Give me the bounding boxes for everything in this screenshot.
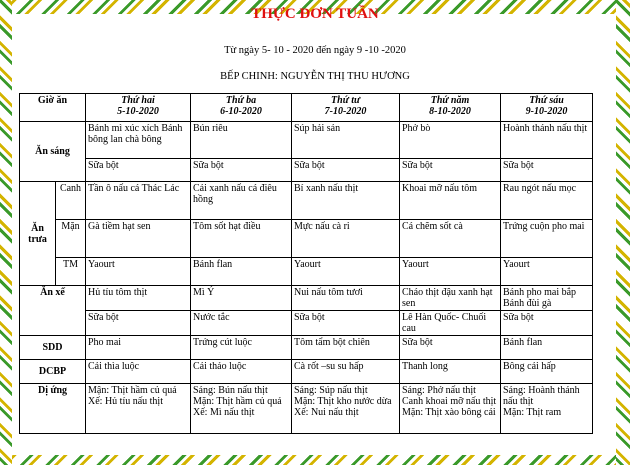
menu-cell: Sữa bột bbox=[191, 159, 292, 182]
day-header: Thứ năm 8-10-2020 bbox=[400, 94, 501, 122]
menu-cell: Sữa bột bbox=[501, 159, 593, 182]
menu-cell: Trứng cút luộc bbox=[191, 336, 292, 360]
menu-cell: Sữa bột bbox=[86, 159, 191, 182]
menu-cell: Rau ngót nấu mọc bbox=[501, 182, 593, 220]
menu-cell: Bánh pho mai bắp Bánh đùi gà bbox=[501, 286, 593, 311]
sub-label-soup: Canh bbox=[56, 182, 86, 220]
row-label-dcbp: DCBP bbox=[20, 360, 86, 384]
table-row bbox=[20, 220, 593, 258]
menu-cell: Yaourt bbox=[86, 258, 191, 286]
chef-name: BẾP CHINH: NGUYỄN THỊ THU HƯƠNG bbox=[220, 71, 410, 82]
menu-cell: Cải thảo luộc bbox=[191, 360, 292, 384]
table-header-row bbox=[20, 94, 593, 122]
menu-cell: Tôm tẩm bột chiên bbox=[292, 336, 400, 360]
menu-cell: Tần ô nấu cá Thác Lác bbox=[86, 182, 191, 220]
row-label-sdd: SDD bbox=[20, 336, 86, 360]
weekly-menu-table bbox=[19, 93, 593, 434]
menu-cell: Yaourt bbox=[292, 258, 400, 286]
menu-cell: Mực nấu cà ri bbox=[292, 220, 400, 258]
table-row bbox=[20, 159, 593, 182]
menu-cell: Gà tiềm hạt sen bbox=[86, 220, 191, 258]
menu-cell: Tôm sốt hạt điều bbox=[191, 220, 292, 258]
row-label-breakfast: Ăn sáng bbox=[20, 122, 86, 182]
menu-cell: Hoành thánh nấu thịt bbox=[501, 122, 593, 159]
menu-cell: Sáng: Hoành thánh nấu thịt Mặn: Thịt ram bbox=[501, 384, 593, 434]
menu-cell: Khoai mỡ nấu tôm bbox=[400, 182, 501, 220]
menu-cell: Yaourt bbox=[400, 258, 501, 286]
menu-cell: Cháo thịt đậu xanh hạt sen bbox=[400, 286, 501, 311]
menu-cell: Bánh flan bbox=[501, 336, 593, 360]
day-header: Thứ sáu 9-10-2020 bbox=[501, 94, 593, 122]
table-row bbox=[20, 182, 593, 220]
menu-cell: Sữa bột bbox=[292, 311, 400, 336]
decorative-border-bottom bbox=[0, 455, 630, 465]
day-header: Thứ ba 6-10-2020 bbox=[191, 94, 292, 122]
menu-cell: Nui nấu tôm tươi bbox=[292, 286, 400, 311]
menu-cell: Phở bò bbox=[400, 122, 501, 159]
table-row bbox=[20, 311, 593, 336]
menu-cell: Thanh long bbox=[400, 360, 501, 384]
table-row bbox=[20, 258, 593, 286]
table-row bbox=[20, 336, 593, 360]
menu-cell: Sáng: Súp nấu thịt Mặn: Thịt kho nước dừa Xế: Nui nấu thịt bbox=[292, 384, 400, 434]
sub-label-main: Mặn bbox=[56, 220, 86, 258]
menu-cell: Sữa bột bbox=[86, 311, 191, 336]
menu-cell: Sáng: Phở nấu thịt Canh khoai mỡ nấu thịt Mặn: Thịt xào bông cải bbox=[400, 384, 501, 434]
menu-cell: Bánh flan bbox=[191, 258, 292, 286]
menu-cell: Mận: Thịt hầm củ quả Xế: Hủ tíu nấu thịt bbox=[86, 384, 191, 434]
menu-cell: Sữa bột bbox=[501, 311, 593, 336]
day-header: Thứ hai 5-10-2020 bbox=[86, 94, 191, 122]
menu-cell: Yaourt bbox=[501, 258, 593, 286]
menu-cell: Cá chẽm sốt cà bbox=[400, 220, 501, 258]
table-row bbox=[20, 122, 593, 159]
menu-cell: Cải thìa luộc bbox=[86, 360, 191, 384]
date-range: Từ ngày 5- 10 - 2020 đến ngày 9 -10 -2020 bbox=[224, 45, 406, 56]
table-row bbox=[20, 384, 593, 434]
menu-cell: Bông cải hấp bbox=[501, 360, 593, 384]
row-label-lunch: Ăn trưa bbox=[20, 182, 56, 286]
menu-cell: Hủ tíu tôm thịt bbox=[86, 286, 191, 311]
menu-cell: Cải xanh nấu cá điêu hồng bbox=[191, 182, 292, 220]
time-header: Giờ ăn bbox=[20, 94, 86, 122]
menu-cell: Bún riêu bbox=[191, 122, 292, 159]
menu-cell: Sữa bột bbox=[400, 336, 501, 360]
row-label-snack: Ăn xế bbox=[20, 286, 86, 336]
page-title: THỰC ĐƠN TUẦN bbox=[251, 6, 379, 22]
menu-cell: Sữa bột bbox=[400, 159, 501, 182]
row-label-allergy: Dị ứng bbox=[20, 384, 86, 434]
day-header: Thứ tư 7-10-2020 bbox=[292, 94, 400, 122]
sub-label-dessert: TM bbox=[56, 258, 86, 286]
menu-cell: Mì Ý bbox=[191, 286, 292, 311]
menu-cell: Lê Hàn Quốc- Chuối cau bbox=[400, 311, 501, 336]
menu-cell: Trứng cuộn pho mai bbox=[501, 220, 593, 258]
menu-cell: Pho mai bbox=[86, 336, 191, 360]
decorative-border-left bbox=[0, 0, 12, 465]
table-row bbox=[20, 360, 593, 384]
menu-cell: Sáng: Bún nấu thịt Mặn: Thịt hầm củ quả Xế: Mì nấu thịt bbox=[191, 384, 292, 434]
menu-cell: Bánh mì xúc xích Bánh bông lan chà bông bbox=[86, 122, 191, 159]
menu-cell: Cà rốt –su su hấp bbox=[292, 360, 400, 384]
menu-cell: Nước tắc bbox=[191, 311, 292, 336]
menu-cell: Sữa bột bbox=[292, 159, 400, 182]
menu-cell: Súp hải sản bbox=[292, 122, 400, 159]
menu-cell: Bí xanh nấu thịt bbox=[292, 182, 400, 220]
decorative-border-right bbox=[616, 0, 630, 465]
table-row bbox=[20, 286, 593, 311]
